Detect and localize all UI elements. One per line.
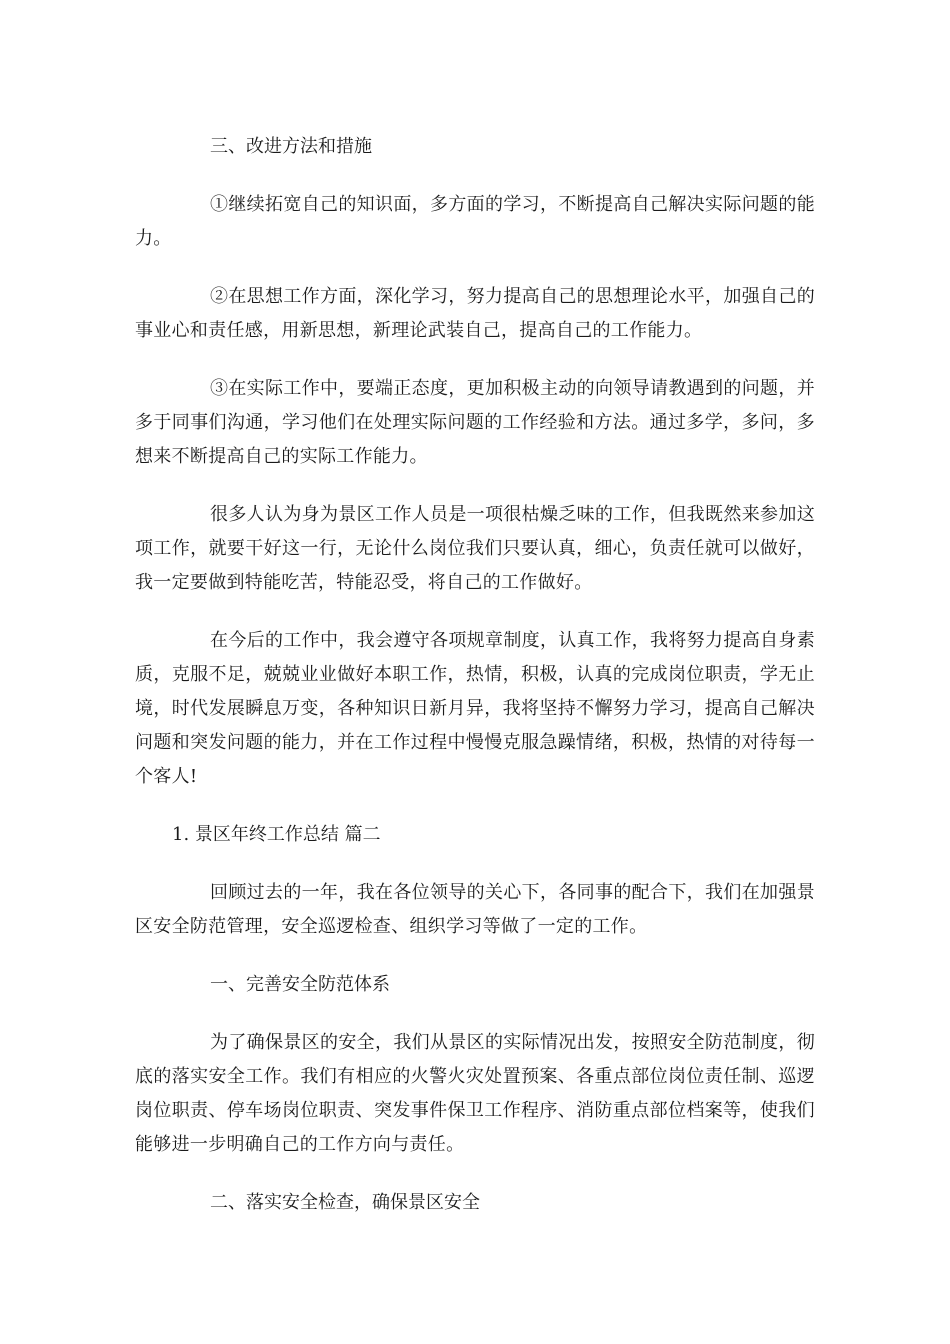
section-heading-improvement-methods: 三、改进方法和措施 [210, 136, 372, 157]
article-title-part-two: 1. 景区年终工作总结 篇二 [172, 824, 381, 845]
paragraph-item-3: ③在实际工作中，要端正态度，更加积极主动的向领导请教遇到的问题，并多于同事们沟通，学习他们在处理实际问题的工作经验和方法。通过多学，多问，多想来不断提高自己的实际工作能力。 [135, 378, 815, 467]
paragraph-security-measures: 为了确保景区的安全，我们从景区的实际情况出发，按照安全防范制度，彻底的落实安全工作。我们有相应的火警火灾处置预案、各重点部位岗位责任制、巡逻岗位职责、停车场岗位职责、突发事件保卫工作程序、消防重点部位档案等，使我们能够进一步明确自己的工作方向与责任。 [135, 1032, 815, 1155]
paragraph-future-work: 在今后的工作中，我会遵守各项规章制度，认真工作，我将努力提高自身素质，克服不足，兢兢业业做好本职工作，热情，积极，认真的完成岗位职责，学无止境，时代发展瞬息万变，各种知识日新月异，我将坚持不懈努力学习，提高自己解决问题和突发问题的能力，并在工作过程中慢慢克服急躁情绪，积极，热情的对待每一个客人! [135, 630, 815, 787]
document-page [135, 130, 815, 1244]
paragraph-item-1: ①继续拓宽自己的知识面，多方面的学习，不断提高自己解决实际问题的能力。 [135, 194, 815, 249]
paragraph-attitude: 很多人认为身为景区工作人员是一项很枯燥乏味的工作，但我既然来参加这项工作，就要干好这一行，无论什么岗位我们只要认真，细心，负责任就可以做好，我一定要做到特能吃苦，特能忍受，将自己的工作做好。 [135, 504, 815, 593]
paragraph-review: 回顾过去的一年，我在各位领导的关心下，各同事的配合下，我们在加强景区安全防范管理，安全巡逻检查、组织学习等做了一定的工作。 [135, 882, 815, 937]
section-heading-security-system: 一、完善安全防范体系 [210, 974, 390, 995]
section-heading-security-inspection: 二、落实安全检查，确保景区安全 [210, 1192, 480, 1213]
paragraph-item-2: ②在思想工作方面，深化学习，努力提高自己的思想理论水平，加强自己的事业心和责任感，用新思想，新理论武装自己，提高自己的工作能力。 [135, 286, 815, 341]
